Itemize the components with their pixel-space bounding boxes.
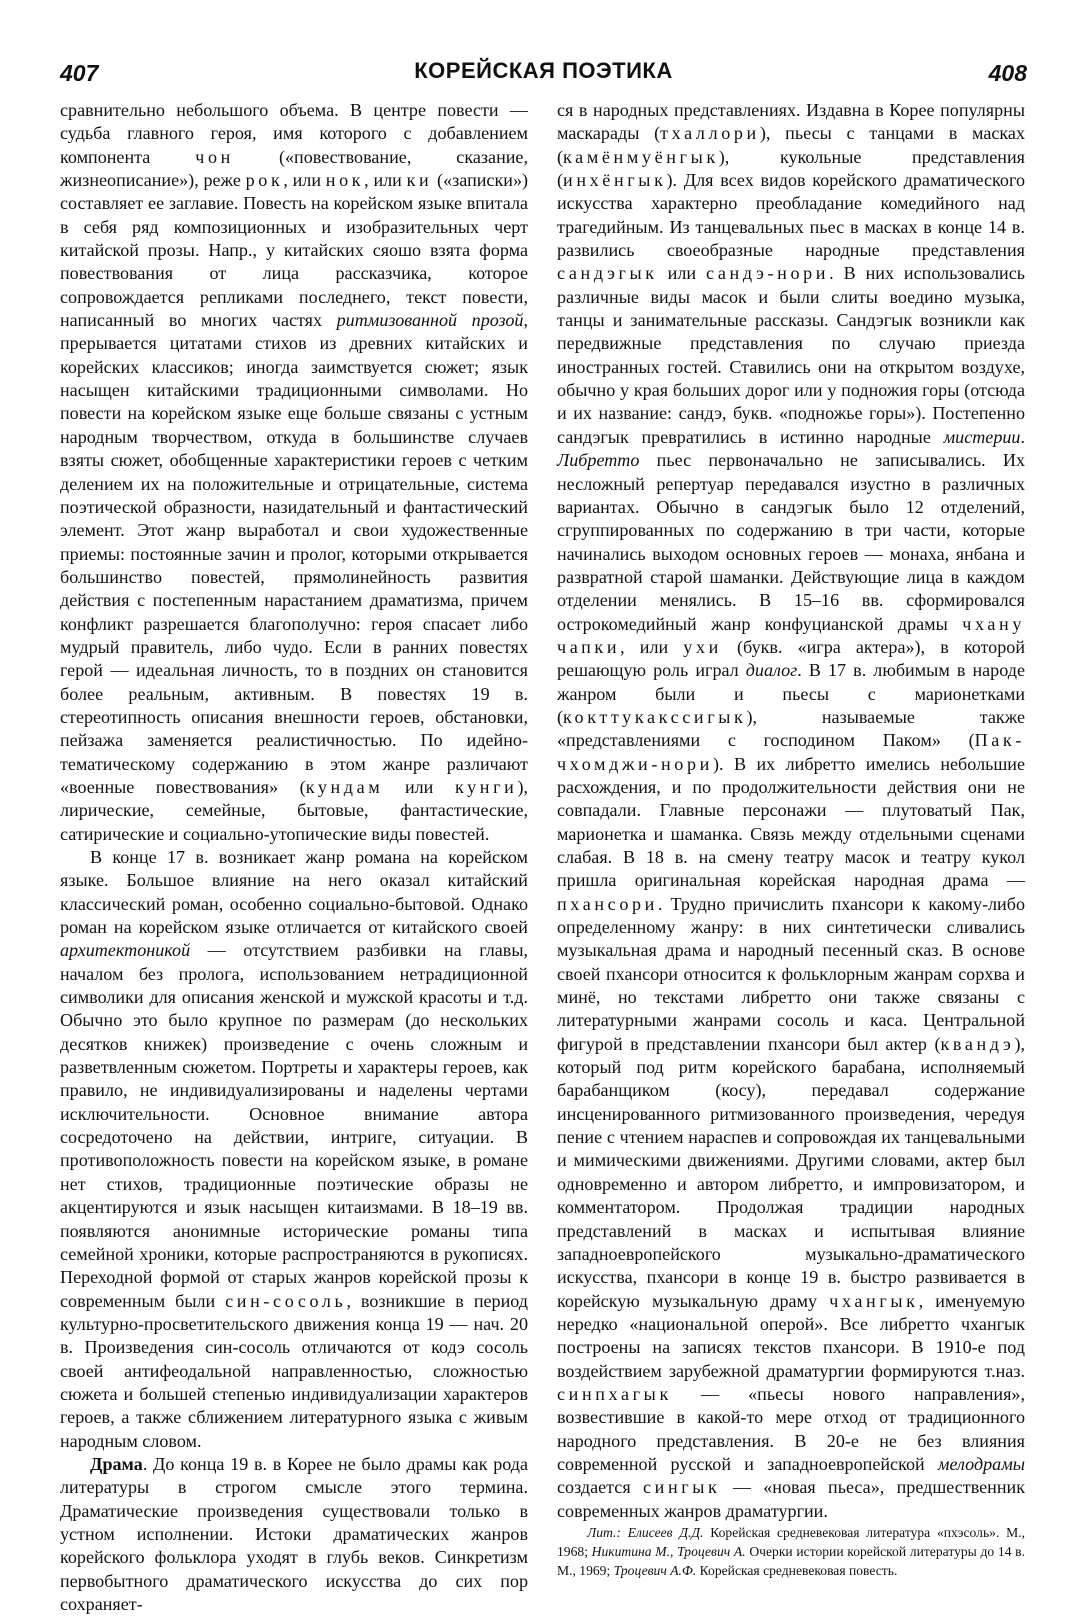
paragraph-roman: В конце 17 в. возникает жанр романа на корейском языке. Большое влияние на него оказал китайский классический роман, особенно социально-бытовой. Однако роман на корейском языке отличается от китайского своей архитектоникой — отсутствием разбивки на главы, началом без пролога, использованием нетрадиционной символики для описания женской и мужской красоты и т.д. Обычно это было крупное по размерам (до нескольких десятков книжек) произведение с очень сложным и разветвленным сюжетом. Портреты и характеры героев, как правило, не индивидуализированы и наделены чертами исключительности. Основное внимание автора сосредоточено на действии, интриге, ситуации. В противоположность повести на корейском языке, в романе нет стихов, традиционные поэтические образы не акцентируются и язык насыщен китаизмами. В 18–19 вв. появляются анонимные исторические романы типа семейной хроники, которые распространяются в рукописях. Переходной формой от старых жанров корейской прозы к современным были син-сосоль, возникшие в период культурно-просветительского движения конца 19 — нач. 20 в. Произведения син-сосоль отличаются от кодэ сосоль своей антифеодальной направленностью, сложностью сюжета и большей степенью индивидуализации характеров героев, а также сближением литературного языка с живым народным словом. [60, 847, 528, 1451]
running-header [60, 58, 1027, 94]
paragraph-drama: Драма. До конца 19 в. в Корее не было драмы как рода литературы в строгом смысле этого термина. Драматические произведения существовали только в устном исполнении. Истоки драматических жанров корейского фольклора уходят в глубь веков. Синкретизм первобытного драматического искусства до сих пор сохраняет- [60, 1453, 528, 1614]
link-libretto: Либретто [557, 450, 640, 471]
page-title: КОРЕЙСКАЯ ПОЭТИКА [414, 58, 673, 83]
page-number-left: 407 [60, 60, 99, 86]
bibliography: Лит.: Елисеев Д.Д. Корейская средневековая литература «пхэсоль». М., 1968; Никитина М., Троцевич А. Очерки истории корейской литературы до 14 в. М., 1969; Троцевич А.Ф. Корейская средневековая повесть. [557, 1524, 1026, 1578]
link-architectonics: архитектоникой [60, 940, 191, 961]
page-number-right: 408 [988, 60, 1027, 86]
paragraph-drama-continued: ся в народных представлениях. Издавна в Корее популярны маскарады (тхаллори), пьесы с танцами в масках (камёнмуёнгык), кукольные представления (инхёнгык). Для всех видов корейского драматического искусства характерно преобладание комедийного над трагедийным. Из танцевальных пьес в масках в конце 14 в. развились своеобразные народные представления сандэгык или сандэ-нори. В них использовались различные виды масок и были слиты воедино музыка, танцы и занимательные рассказы. Сандэгык возникли как передвижные представления по случаю приезда иностранных гостей. Ставились они на открытом воздухе, обычно у края больших дорог или у подножия горы (отсюда и их название: сандэ, букв. «подножье горы»). Постепенно сандэгык превратились в истинно народные мистерии. Либретто пьес первоначально не записывались. Их несложный репертуар передавался изустно в различных вариантах. Обычно в сандэгык было 12 отделений, сгруппированных по содержанию в три части, которые начинались выходом основных героев — монаха, янбана и развратной старой шаманки. Действующие лица в каждом отделении менялись. В 15–16 вв. сформировался острокомедийный жанр конфуцианской драмы чхану чапки, или ухи (букв. «игра актера»), в которой решающую роль играл диалог. В 17 в. любимым в народе жанром были и пьесы с марионетками (кокттукакссигык), называемые также «представлениями с господином Паком» (Пак-чхомджи-нори). В их либретто имелись небольшие расхождения, и по продолжительности действия они не совпадали. Главные персонажи — плутоватый Пак, марионетка и шаманка. Связь между отдельными сценами слабая. В 18 в. на смену театру масок и театру кукол пришла оригинальная корейская народная драма — пхансори. Трудно причислить пхансори к какому-либо определенному жанру: в них синтетически сливались музыкальная драма и народный песенный сказ. В основе своей пхансори относится к фольклорным жанрам сорхва и минё, но текстами либретто они также связаны с литературными жанрами сосоль и каса. Центральной фигурой в представлении пхансори был актер (квандэ), который под ритм корейского барабана, исполняемый барабанщиком (косу), передавал содержание инсценированного ритмизованного произведения, чередуя пение с чтением нараспев и сопровождая их танцевальными и мимическими движениями. Другими словами, актер был одновременно и автором либретто, и импровизатором, и комментатором. Продолжая традиции народных представлений в масках и испытывая влияние западноевропейского музыкально-драматического искусства, пхансори в конце 19 в. быстро развивается в корейскую музыкальную драму чхангык, именуемую нередко «национальной оперой». Все либретто чхангык построены на записях текстов пхансори. В 1910-е под воздействием зарубежной драматургии формируются т.наз. синпхагык — «пьесы нового направления», возвестившие в какой-то мере отход от традиционного народного представления. В 20-е не без влияния современной русской и западноевропейской мелодрамы создается сингык — «новая пьеса», предшественник современных жанров драматургии. [557, 100, 1026, 1521]
link-dialogue: диалог [745, 660, 798, 681]
section-heading-drama: Драма [90, 1453, 143, 1474]
left-column [60, 99, 528, 1616]
link-rhythmic-prose: ритмизованной прозой [336, 310, 524, 331]
right-column [557, 99, 1025, 1580]
paragraph-povest: сравнительно небольшого объема. В центре повести — судьба главного героя, имя которого с добавлением компонента чон («повествование, сказание, жизнеописание»), реже рок, или нок, или ки («записки») составляет ее заглавие. Повесть на корейском языке впитала в себя ряд композиционных и изобразительных черт китайской прозы. Напр., у китайских сяошо взята форма повествования от лица рассказчика, которое сопровождается репликами последнего, текст повести, написанный во многих частях ритмизованной прозой, прерывается цитатами стихов из древних китайских и корейских классиков; иногда заимствуется сюжет; язык насыщен китайскими традиционными символами. Но повести на корейском языке еще больше связаны с устным народным творчеством, откуда в большинстве случаев взяты сюжет, обобщенные характеристики героев с четким делением их на положительные и отрицательные, система поэтической образности, назидательный и фантастический элемент. Этот жанр выработал и свои художественные приемы: постоянные зачин и пролог, которыми открывается большинство повестей, прямолинейность развития действия с постепенным нарастанием драматизма, причем конфликт разрешается благополучно: героя спасает либо мудрый правитель, либо чудо. Если в ранних повестях герой — идеальная личность, то в поздних он становится более реальным, активным. В повестях 19 в. стереотипность описания внешности героев, обстановки, пейзажа заменяется реалистичностью. По идейно-тематическому содержанию в этом жанре различают «военные повествования» (кундам или кунги), лирические, семейные, бытовые, фантастические, сатирические и социально-утопические виды повестей. [60, 100, 529, 844]
link-mysteries: мистерии [943, 426, 1021, 447]
link-melodrama: мелодрамы [937, 1453, 1025, 1474]
